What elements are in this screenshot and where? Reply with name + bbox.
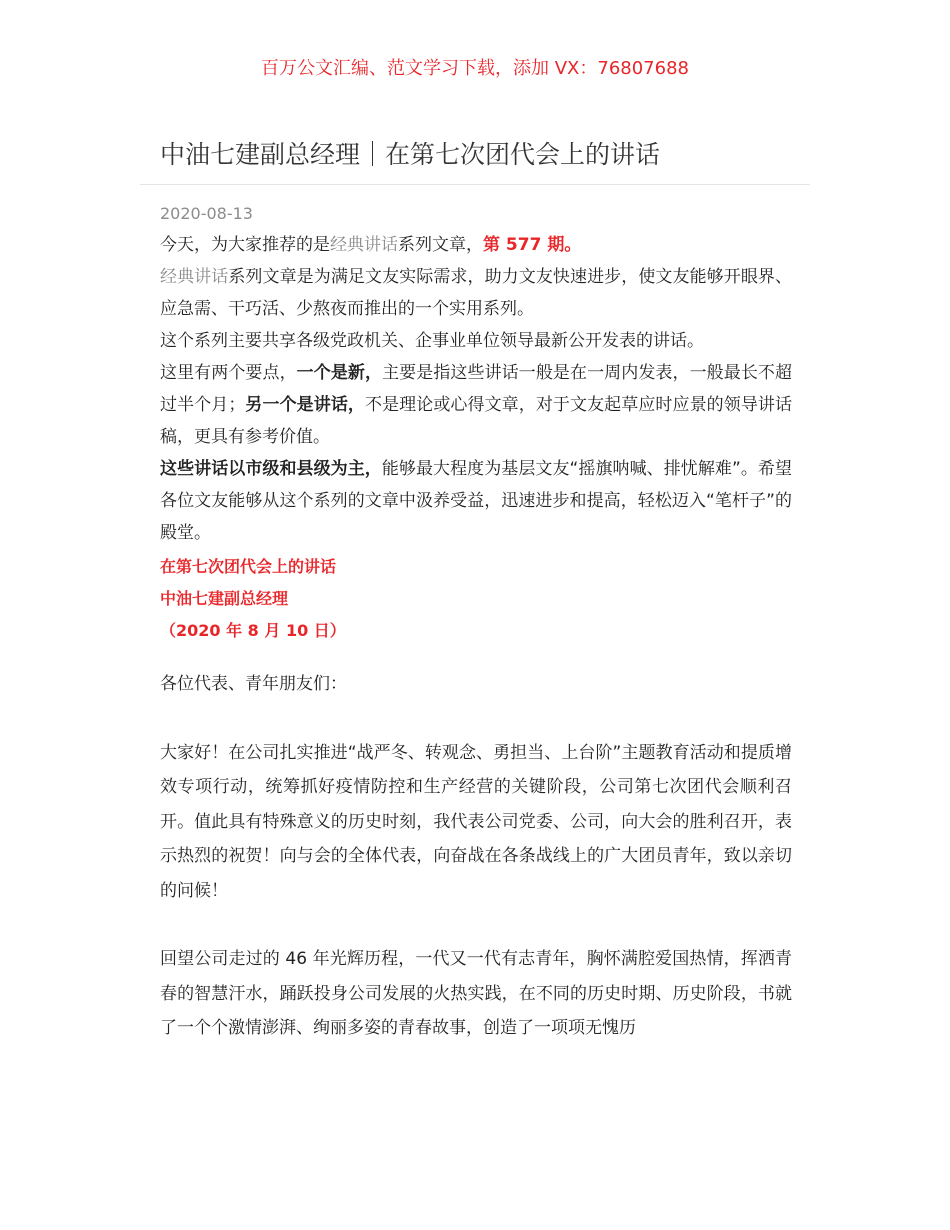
speech-date: （2020 年 8 月 10 日） <box>160 621 346 640</box>
intro-text: 不是理论或心得文章，对于文友起草应时应景的领导讲话稿，更具有参考价值。 <box>160 395 793 447</box>
intro-text: 系列文章， <box>398 235 483 255</box>
speech-paragraph: 大家好！在公司扎实推进“战严冬、转观念、勇担当、上台阶”主题教育活动和提质增效专项行动，统筹抓好疫情防控和生产经营的关键阶段，公司第七次团代会顺利召开。值此具有特殊意义的历史时刻，我代表公司党委、公司，向大会的胜利召开，表示热烈的祝贺！向与会的全体代表，向奋战在各条战线上的广大团员青年，致以亲切的问候！ <box>160 742 792 901</box>
salutation: 各位代表、青年朋友们： <box>160 674 347 694</box>
intro-paragraph: 这个系列主要共享各级党政机关、企事业单位领导最新公开发表的讲话。 <box>160 331 704 351</box>
speech-paragraph: 回望公司走过的 46 年光辉历程，一代又一代有志青年，胸怀满腔爱国热情，挥洒青春的智慧汗水，踊跃投身公司发展的火热实践，在不同的历史时期、历史阶段，书就了一个个激情澎湃、绚丽多姿的青春故事，创造了一项项无愧历 <box>160 949 792 1038</box>
title-divider <box>140 184 810 185</box>
speech-title: 在第七次团代会上的讲话 <box>160 557 337 576</box>
key-point-speech: 另一个是讲话， <box>245 395 366 415</box>
speech-body <box>160 667 792 1046</box>
intro-text: 能够最大程度为基层文友“摇旗呐喊、排忧解难”。希望各位文友能够从这个系列的文章中汲养受益，迅速进步和提高，轻松迈入“笔杆子”的殿堂。 <box>160 459 792 543</box>
intro-text: 系列文章是为满足文友实际需求，助力文友快速进步，使文友能够开眼界、应急需、干巧活、少熬夜而推出的一个实用系列。 <box>160 267 793 319</box>
download-banner: 百万公文汇编、范文学习下载，添加 VX：76807688 <box>261 58 689 79</box>
speech-headings <box>160 551 792 647</box>
publish-date: 2020-08-13 <box>160 204 253 223</box>
article-title: 中油七建副总经理｜在第七次团代会上的讲话 <box>160 140 661 169</box>
issue-number: 第 577 期。 <box>483 235 582 255</box>
speaker-role: 中油七建副总经理 <box>160 589 289 608</box>
intro-paragraph <box>160 261 792 325</box>
series-intro <box>160 229 792 549</box>
intro-text: 今天，为大家推荐的是 <box>160 235 330 255</box>
intro-text: 这里有两个要点， <box>160 363 297 383</box>
intro-text: 主要是指这些讲话一般是在一周内发表，一般最长不超过半个月； <box>160 363 793 415</box>
intro-paragraph <box>160 453 792 549</box>
intro-paragraph <box>160 357 792 453</box>
key-point-level: 这些讲话以市级和县级为主， <box>160 459 382 479</box>
series-name: 经典讲话 <box>330 235 398 255</box>
key-point-new: 一个是新， <box>296 363 383 383</box>
article-body <box>160 229 792 1046</box>
intro-paragraph <box>160 229 792 261</box>
series-name: 经典讲话 <box>160 267 229 287</box>
